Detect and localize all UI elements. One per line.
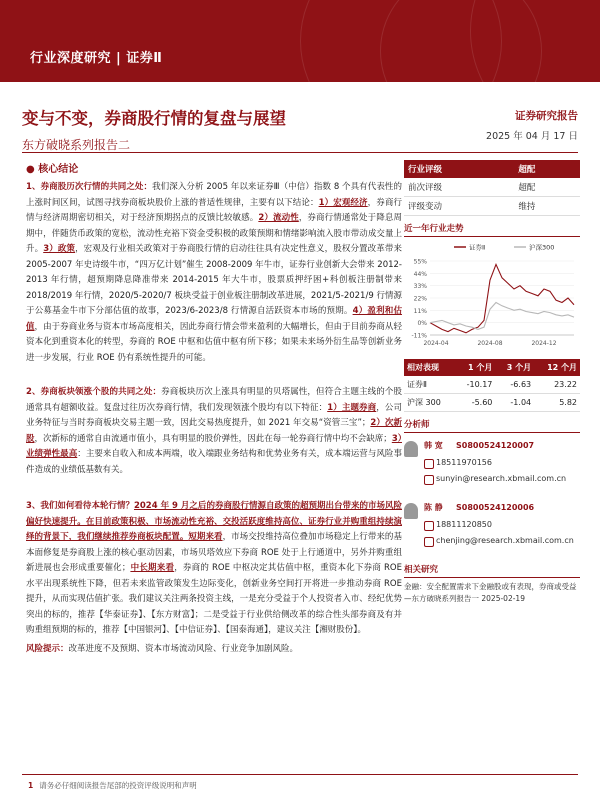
analyst-email[interactable]: sunyin@research.xbmail.com.cn [436, 474, 567, 483]
rating-table [404, 160, 580, 216]
related-research-link[interactable]: 金融：安全配置需求下金融股或有表现，券商或受益—东方破晓系列报告一 2025-02-19 [404, 582, 577, 603]
performance-table [404, 359, 580, 412]
rating-header-row [404, 160, 580, 178]
p1-highlight: 4）盈利和估值 [26, 306, 402, 332]
p2-head: 2、券商板块领涨个股的共同之处： [26, 387, 162, 397]
p3-head: 3、我们如何看待本轮行情？ [26, 501, 134, 511]
report-date: 2025 年 04 月 17 日 [486, 131, 578, 142]
rating-header-cell: 超配 [514, 160, 580, 178]
y-tick-label: 11% [413, 307, 427, 315]
series-line-2 [430, 303, 574, 330]
p2-highlight: 1）主题券商 [327, 402, 377, 413]
legend-label: 证券Ⅱ [469, 243, 486, 252]
perf-cell: -10.17 [455, 376, 496, 394]
rating-cell: 评级变动 [404, 197, 514, 216]
p3-text: ，券商的 ROE 中枢决定其估值中枢，重资本化下券商 ROE 水平出现系统性下降，但若未来监管政策发生边际变化，创新业务空间打开将进一步推动券商 ROE 提升，从而实现估值扩张。我们建议关注两条投资主线，一是充分受益于个人投资者入市、经纪优势突出的标的，推荐【华泰证券】、【东方财富】；二是受益于行业供给侧改革的综合性头部券商及有并购重组预期的标的，推荐【中国银河】、【中信证券】、【国泰海通】，建议关注【湘财股份】。 [26, 563, 402, 635]
p1-head: 1、券商股历次行情的共同之处： [26, 182, 153, 192]
paragraph-3 [26, 499, 402, 639]
y-tick-label: 33% [413, 283, 427, 291]
risk-paragraph [26, 642, 402, 658]
y-tick-label: 55% [413, 258, 427, 266]
table-row [404, 197, 580, 216]
rating-cell: 前次评级 [404, 178, 514, 197]
analyst-name: 陈 静 [424, 503, 443, 512]
x-tick-label: 2024-04 [423, 340, 449, 347]
key-conclusion-label: ● 核心结论 [26, 164, 79, 175]
chart-title: 近一年行业走势 [404, 222, 580, 237]
p1-text: ，由于券商业务与资本市场高度相关，因此券商行情会带来盈利的大幅增长，但由于目前券商从轻资本化到重资本化的转型，券商的 ROE 中枢和估值中枢有所下移；如果未来场外衍生品等创新业务进一步发展，行业 ROE 仍有系统性提升的可能。 [26, 321, 402, 363]
p2-text: ，次新标的通常自由流通市值小，具有明显的股价弹性，因此在每一轮券商行情中均不会缺席； [34, 433, 392, 444]
disclaimer-text: 请务必仔细阅读报告尾部的投资评级说明和声明 [39, 781, 197, 790]
sidebar [404, 160, 580, 605]
risk-head: 风险提示： [26, 643, 69, 654]
footer-divider [22, 774, 578, 775]
p1-highlight: 2）流动性 [258, 213, 299, 223]
p1-text: ，券商行情通常处于降息周期中，伴随货币政策的宽松，流动性充裕下资金受积极的政策预期和情绪影响流入股市带动成交量上升。 [26, 213, 402, 254]
avatar-icon [404, 503, 418, 519]
trend-chart [404, 237, 580, 355]
p1-text: 我们深入分析 2005 年以来证券Ⅲ（中信）指数 8 个具有代表性的上涨时间区间，试图寻找券商板块股价上涨的普适性规律，主要有以下结论： [26, 182, 402, 208]
header-banner [0, 0, 600, 82]
rating-cell: 维持 [514, 197, 580, 216]
email-icon [424, 475, 434, 485]
p2-text: ，公司业务特征与当时券商板块交易主题一致，因此交易热度提升，如 2021 年交易“资管三宝”； [26, 402, 402, 428]
perf-cell: 证券Ⅱ [404, 376, 455, 394]
report-body [26, 180, 402, 660]
table-row [404, 394, 580, 412]
p1-highlight: 1）宏观经济 [318, 197, 368, 208]
trend-chart-svg [404, 237, 580, 355]
perf-header-row [404, 359, 580, 376]
analyst-id: S0800524120007 [456, 441, 535, 450]
perf-cell: -6.63 [495, 376, 534, 394]
p2-text: ：主要来自收入和成本两端，收入端跟业务结构和优势业务有关，成本端运营与风险事件造成的业绩低基数有关。 [26, 449, 402, 475]
analyst-id: S0800524120006 [456, 503, 535, 512]
banner-title: 行业深度研究 | 证券Ⅱ [30, 51, 163, 66]
perf-cell: 沪深 300 [404, 394, 455, 412]
perf-header-cell: 12 个月 [534, 359, 580, 376]
rating-cell: 超配 [514, 178, 580, 197]
analyst-card [404, 499, 580, 557]
analyst-email[interactable]: chenjing@research.xbmail.com.cn [436, 536, 574, 545]
x-tick-label: 2024-08 [477, 340, 503, 347]
analyst-name: 韩 宽 [424, 441, 443, 450]
y-tick-label: -11% [411, 332, 427, 340]
table-row [404, 178, 580, 197]
analyst-phone: 18511970156 [436, 458, 492, 467]
p3-highlight: 中长期来看 [130, 563, 175, 573]
perf-header-cell: 3 个月 [495, 359, 534, 376]
series-title: 东方破晓系列报告二 [22, 138, 131, 152]
p1-text: ，宏观及行业相关政策对于券商股行情的启动往往具有决定性意义，股权分置改革带来 2005-2007 年史诗级牛市，“四万亿计划”催生 2008-2009 年牛市，证券行业创新大会带来 2012-2013 年行情，超预期降息降准带来 2014-2015 年大牛市，股票质押纾困+科创板注册制带来 2018/2019 年行情，2020/5-2020/7 板块受益于创业板注册制改革进展，2021/5-2021/9 行情源于公募基金牛市下分部估值的故事，2023/6-2023/8 行情源自活跃资本市场的预期。 [26, 244, 402, 316]
p1-highlight: 3）政策 [43, 244, 76, 254]
y-tick-label: 22% [413, 295, 427, 303]
perf-header-cell: 相对表现 [404, 359, 455, 376]
banner-decoration [470, 0, 600, 82]
email-icon [424, 537, 434, 547]
phone-icon [424, 459, 434, 469]
p3-text: ，市场交投维持高位叠加市场稳定上行带来的基本面修复是券商股上涨的核心驱动因素，市场贝塔效应下券商 ROE 处于上行通道中，另外并购重组新进展也会形成重要催化； [26, 532, 402, 573]
p2-highlight: 2）次新股 [26, 418, 402, 444]
perf-cell: -5.60 [455, 394, 496, 412]
perf-cell: 5.82 [534, 394, 580, 412]
x-tick-label: 2024-12 [531, 340, 557, 347]
rating-header-cell: 行业评级 [404, 160, 514, 178]
page-number: 1 [28, 781, 34, 790]
perf-header-cell: 1 个月 [455, 359, 496, 376]
report-title: 变与不变，券商股行情的复盘与展望 [22, 109, 286, 128]
report-type: 证券研究报告 [515, 110, 578, 122]
p1-text: ，券商行情与经济周期密切相关，对于经济预期拐点的反馈比较敏感。 [26, 197, 402, 223]
avatar-icon [404, 441, 418, 457]
legend-label: 沪深300 [529, 243, 555, 252]
risk-text: 改革进度不及预期、资本市场流动风险、行业竞争加剧风险。 [68, 643, 299, 654]
table-row [404, 376, 580, 394]
analyst-phone: 18811120850 [436, 520, 492, 529]
related-title: 相关研究 [404, 563, 580, 578]
paragraph-2 [26, 385, 402, 478]
spacer [26, 481, 402, 499]
spacer [26, 369, 402, 385]
footer [28, 780, 197, 791]
p2-highlight: 3）业绩弹性最高 [26, 433, 402, 459]
y-tick-label: 44% [413, 270, 427, 278]
phone-icon [424, 521, 434, 531]
paragraph-1 [26, 180, 402, 366]
analyst-title: 分析师 [404, 418, 580, 433]
y-tick-label: 0% [417, 320, 427, 328]
perf-cell: -1.04 [495, 394, 534, 412]
perf-cell: 23.22 [534, 376, 580, 394]
title-divider [22, 152, 578, 153]
p3-highlight: 短期来看 [188, 532, 223, 542]
p2-text: 券商板块历次上涨具有明显的贝塔属性，但符合主题主线的个股通常具有超额收益。复盘过往历次券商行情，我们发现领涨个股均有以下特征： [26, 387, 402, 413]
p3-highlight: 2024 年 9 月之后的券商股行情源自政策的超预期出台带来的市场风险偏好快速提升。在目前政策积极、市场流动性充裕、交投活跃度维持高位、证券行业并购重组持续演绎的背景下，我们继续推荐券商板块配置。 [26, 501, 403, 542]
analyst-card [404, 437, 580, 495]
